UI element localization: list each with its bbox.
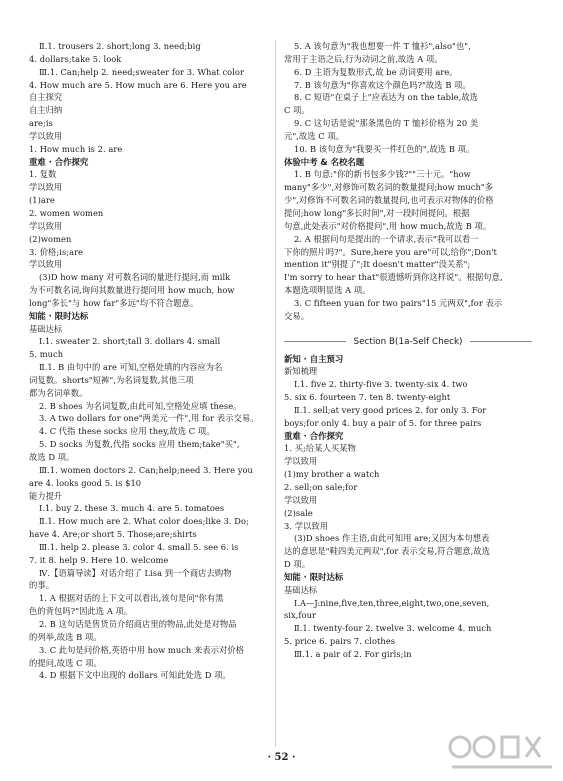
answer-line: 提问;how long"多长时间",对一段时间提问。根据 [284, 207, 470, 218]
answer-line: 10. B 该句意为"我要买一件红色的",故选 B 项。 [294, 143, 475, 154]
answer-line: 7. B 该句意为"你喜欢这个颜色吗?"故选 B 项。 [294, 79, 471, 90]
subsection-label: 新知梳理 [284, 366, 318, 377]
answer-line: 的提问,故选 C 项。 [29, 657, 102, 668]
answer-line: 下你的照片吗?"。Sure,here you are"可以,给你";Don't [284, 246, 497, 257]
column-divider [275, 40, 276, 747]
answer-line: Ⅱ.1. sell;at very good prices 2. for only 3. For [294, 404, 487, 415]
left-column [29, 40, 265, 682]
answer-line: 1. 复数 [29, 169, 57, 180]
answer-line: Ⅲ.1. a pair of 2. For girls;in [294, 648, 412, 659]
title-rule [284, 341, 346, 342]
answer-line: 1. 买;给某人买某物 [284, 443, 356, 454]
answer-line: Ⅰ.A—J:nine,five,ten,three,eight,two,one,seven, [294, 597, 490, 608]
answer-line: 2. B 这句话是售货员介绍商店里的物品,此处是对物品 [39, 618, 237, 629]
answer-line: 3. C fifteen yuan for two pairs"15 元两双",for 表示 [294, 297, 503, 308]
page-number: · 52 · [267, 752, 296, 763]
watermark-logo-icon [446, 727, 558, 777]
section-title [284, 331, 532, 353]
answer-line: 的事。 [29, 580, 55, 591]
answer-line: 达的意思是"鞋四美元两双",for 表示交易,符合题意,故选 [284, 546, 490, 557]
answer-line: 词复数。shorts"短裤",为名词复数,其他三项 [29, 374, 194, 385]
answer-line: 2. B shoes 为名词复数,由此可知,空格处应填 these。 [39, 400, 242, 411]
answer-line: 4. How much are 5. How much are 6. Here you are [29, 79, 247, 90]
answer-line: 本题选项明显选 A 项。 [284, 285, 371, 296]
answer-line: 交易。 [284, 310, 310, 321]
answer-line: 2. A 根据问句是提出的一个请求,表示"我可以看一 [294, 233, 479, 244]
answer-line: 为不可数名词,询问其数量进行提问用 how much, how [29, 285, 235, 296]
section-title-text: Section B(1a-Self Check) [353, 336, 463, 347]
answer-line: 故选 D 项。 [29, 452, 75, 462]
answer-line: 9. C 这句话是说"那条黑色的 T 恤衫价格为 20 美 [294, 118, 479, 129]
answer-line: 3. 学以致用 [284, 520, 329, 531]
answer-line: (2)sale [284, 507, 313, 518]
subsection-label: 学以致用 [29, 182, 63, 193]
answer-line: mention it"别提了";It doesn't matter"没关系"; [284, 259, 471, 270]
answer-line: 5. six 6. fourteen 7. ten 8. twenty-eight [284, 392, 451, 403]
section-heading: 重难 · 合作探究 [29, 156, 89, 167]
answer-line: Ⅰ.1. buy 2. these 3. much 4. are 5. tomatoes [39, 503, 225, 514]
answer-line: Ⅰ.1. sweater 2. short;tall 3. dollars 4. small [39, 336, 221, 347]
subsection-label: 能力提升 [29, 490, 63, 501]
answer-line: 常用于主语之后,行为动词之前,故选 A 项。 [284, 53, 443, 64]
answer-line: 3. A two dollars for one"两美元一件",用 for 表示交易。 [39, 413, 259, 424]
answer-line: 1. B 句意:"你的新书包多少钱?""三十元。"how [294, 169, 471, 180]
answer-line: 1. How much is 2. are [29, 143, 123, 154]
subsection-label: 学以致用 [29, 220, 63, 231]
answer-line: (2)women [29, 233, 72, 244]
answer-line: (3)D how many 对可数名词的量进行提问,而 milk [39, 272, 231, 283]
answer-line: 5. D socks 为复数,代指 socks 应用 them;take"买", [39, 439, 240, 450]
answer-line: 色的背包吗?"因此选 A 项。 [29, 606, 133, 617]
answer-line: Ⅲ.1. women doctors 2. Can;help;need 3. Here you [39, 464, 253, 475]
answer-line: I'm sorry to hear that"很遗憾听到你这样说"。根据句意, [284, 272, 503, 283]
answer-line: (1)are [29, 195, 55, 206]
answer-line: 7. it 8. help 9. Here 10. welcome [29, 554, 169, 565]
answer-line: 4. dollars;take 5. look [29, 53, 122, 64]
answer-line: 2. sell;on sale;for [284, 482, 358, 492]
answer-line: 5. A 该句意为"我也想要一件 T 恤衫",also"也", [294, 41, 471, 51]
answer-line: Ⅲ.1. Can;help 2. need;sweater for 3. What color [39, 66, 244, 77]
answer-line: Ⅰ.1. five 2. thirty-five 3. twenty-six 4. two [294, 379, 468, 390]
answer-line: are 4. looks good 5. is $10 [29, 477, 142, 488]
answer-line: long"多长"与 how far"多远"均不符合题意。 [29, 297, 199, 308]
answer-line: 的列举,故选 B 项。 [29, 631, 102, 642]
section-heading: 知能 · 限时达标 [284, 571, 344, 582]
answer-line: 5. price 6. pairs 7. clothes [284, 636, 396, 647]
answer-line: 3. 价格;is;are [29, 246, 84, 257]
title-rule [470, 341, 532, 342]
answer-line: 元",故选 C 项。 [284, 130, 345, 141]
answer-line: 2. women women [29, 207, 104, 218]
answer-line: 少",对修饰不可数名词的数量提问,也可表示对物体的价格 [284, 195, 494, 206]
subsection-label: 基础达标 [29, 323, 63, 334]
answer-line: many"多少",对修饰可数名词的数量提问;how much"多 [284, 182, 494, 193]
subsection-label: 学以致用 [284, 494, 318, 505]
answer-line: Ⅱ.1. trousers 2. short;long 3. need;big [39, 41, 201, 51]
subsection-label: 学以致用 [284, 456, 318, 467]
section-heading: 新知 · 自主预习 [284, 353, 344, 364]
answer-line: C 项。 [284, 105, 310, 116]
subsection-label: 基础达标 [284, 584, 318, 595]
answer-line: (3)D shoes 作主语,由此可知用 are;又因为本句想表 [294, 533, 490, 544]
answer-line: 句意,此处表示"对价格提问",用 how much,故选 B 项。 [284, 220, 492, 231]
answer-line: Ⅳ.【语篇导读】对话介绍了 Lisa 到一个商店去购物 [39, 567, 232, 578]
spacer [284, 323, 532, 331]
answer-line: 3. C 此句是问价格,英语中用 how much 来表示对价格 [39, 644, 245, 655]
subsection-label: 学以致用 [29, 130, 63, 141]
answer-line: 6. D 主语为复数形式,故 be 动词要用 are。 [294, 66, 458, 77]
answer-line: (1)my brother a watch [284, 469, 380, 480]
answer-line: Ⅱ.1. How much are 2. What color does;like 3. Do; [39, 516, 249, 527]
answer-line: have 4. Are;or short 5. Those;are;shirts [29, 529, 197, 540]
answer-line: boys;for only 4. buy a pair of 5. for three pairs [284, 417, 482, 428]
answer-line: Ⅲ.1. help 2. please 3. color 4. small 5. see 6. is [39, 541, 239, 552]
answer-line: 5. much [29, 349, 64, 360]
section-heading: 体验中考 & 名校名题 [284, 156, 365, 167]
answer-line: Ⅱ.1. twenty-four 2. twelve 3. welcome 4. much [294, 623, 492, 634]
answer-line: 4. D 根据下文中出现的 dollars 可知此处选 D 项。 [39, 670, 231, 681]
answer-line: six,four [284, 610, 317, 621]
answer-line: D 项。 [284, 559, 311, 570]
subsection-label: 自主探究 [29, 92, 63, 103]
answer-line: are;is [29, 118, 53, 129]
section-heading: 重难 · 合作探究 [284, 430, 344, 441]
answer-line: 都为名词单数。 [29, 387, 88, 398]
right-column [284, 40, 532, 661]
answer-line: 4. C 代指 these socks 应用 they,故选 C 项。 [39, 426, 215, 437]
answer-line: 1. A 根据对话的上下文可以看出,该句是问"你有黑 [39, 593, 224, 604]
answer-line: 8. C 短语"在桌子上"应表达为 on the table,故选 [294, 92, 479, 103]
subsection-label: 自主归纳 [29, 105, 63, 116]
answer-line: Ⅱ.1. B 由句中的 are 可知,空格处填的内容应为名 [39, 362, 223, 373]
subsection-label: 学以致用 [29, 259, 63, 270]
section-heading: 知能 · 限时达标 [29, 310, 89, 321]
